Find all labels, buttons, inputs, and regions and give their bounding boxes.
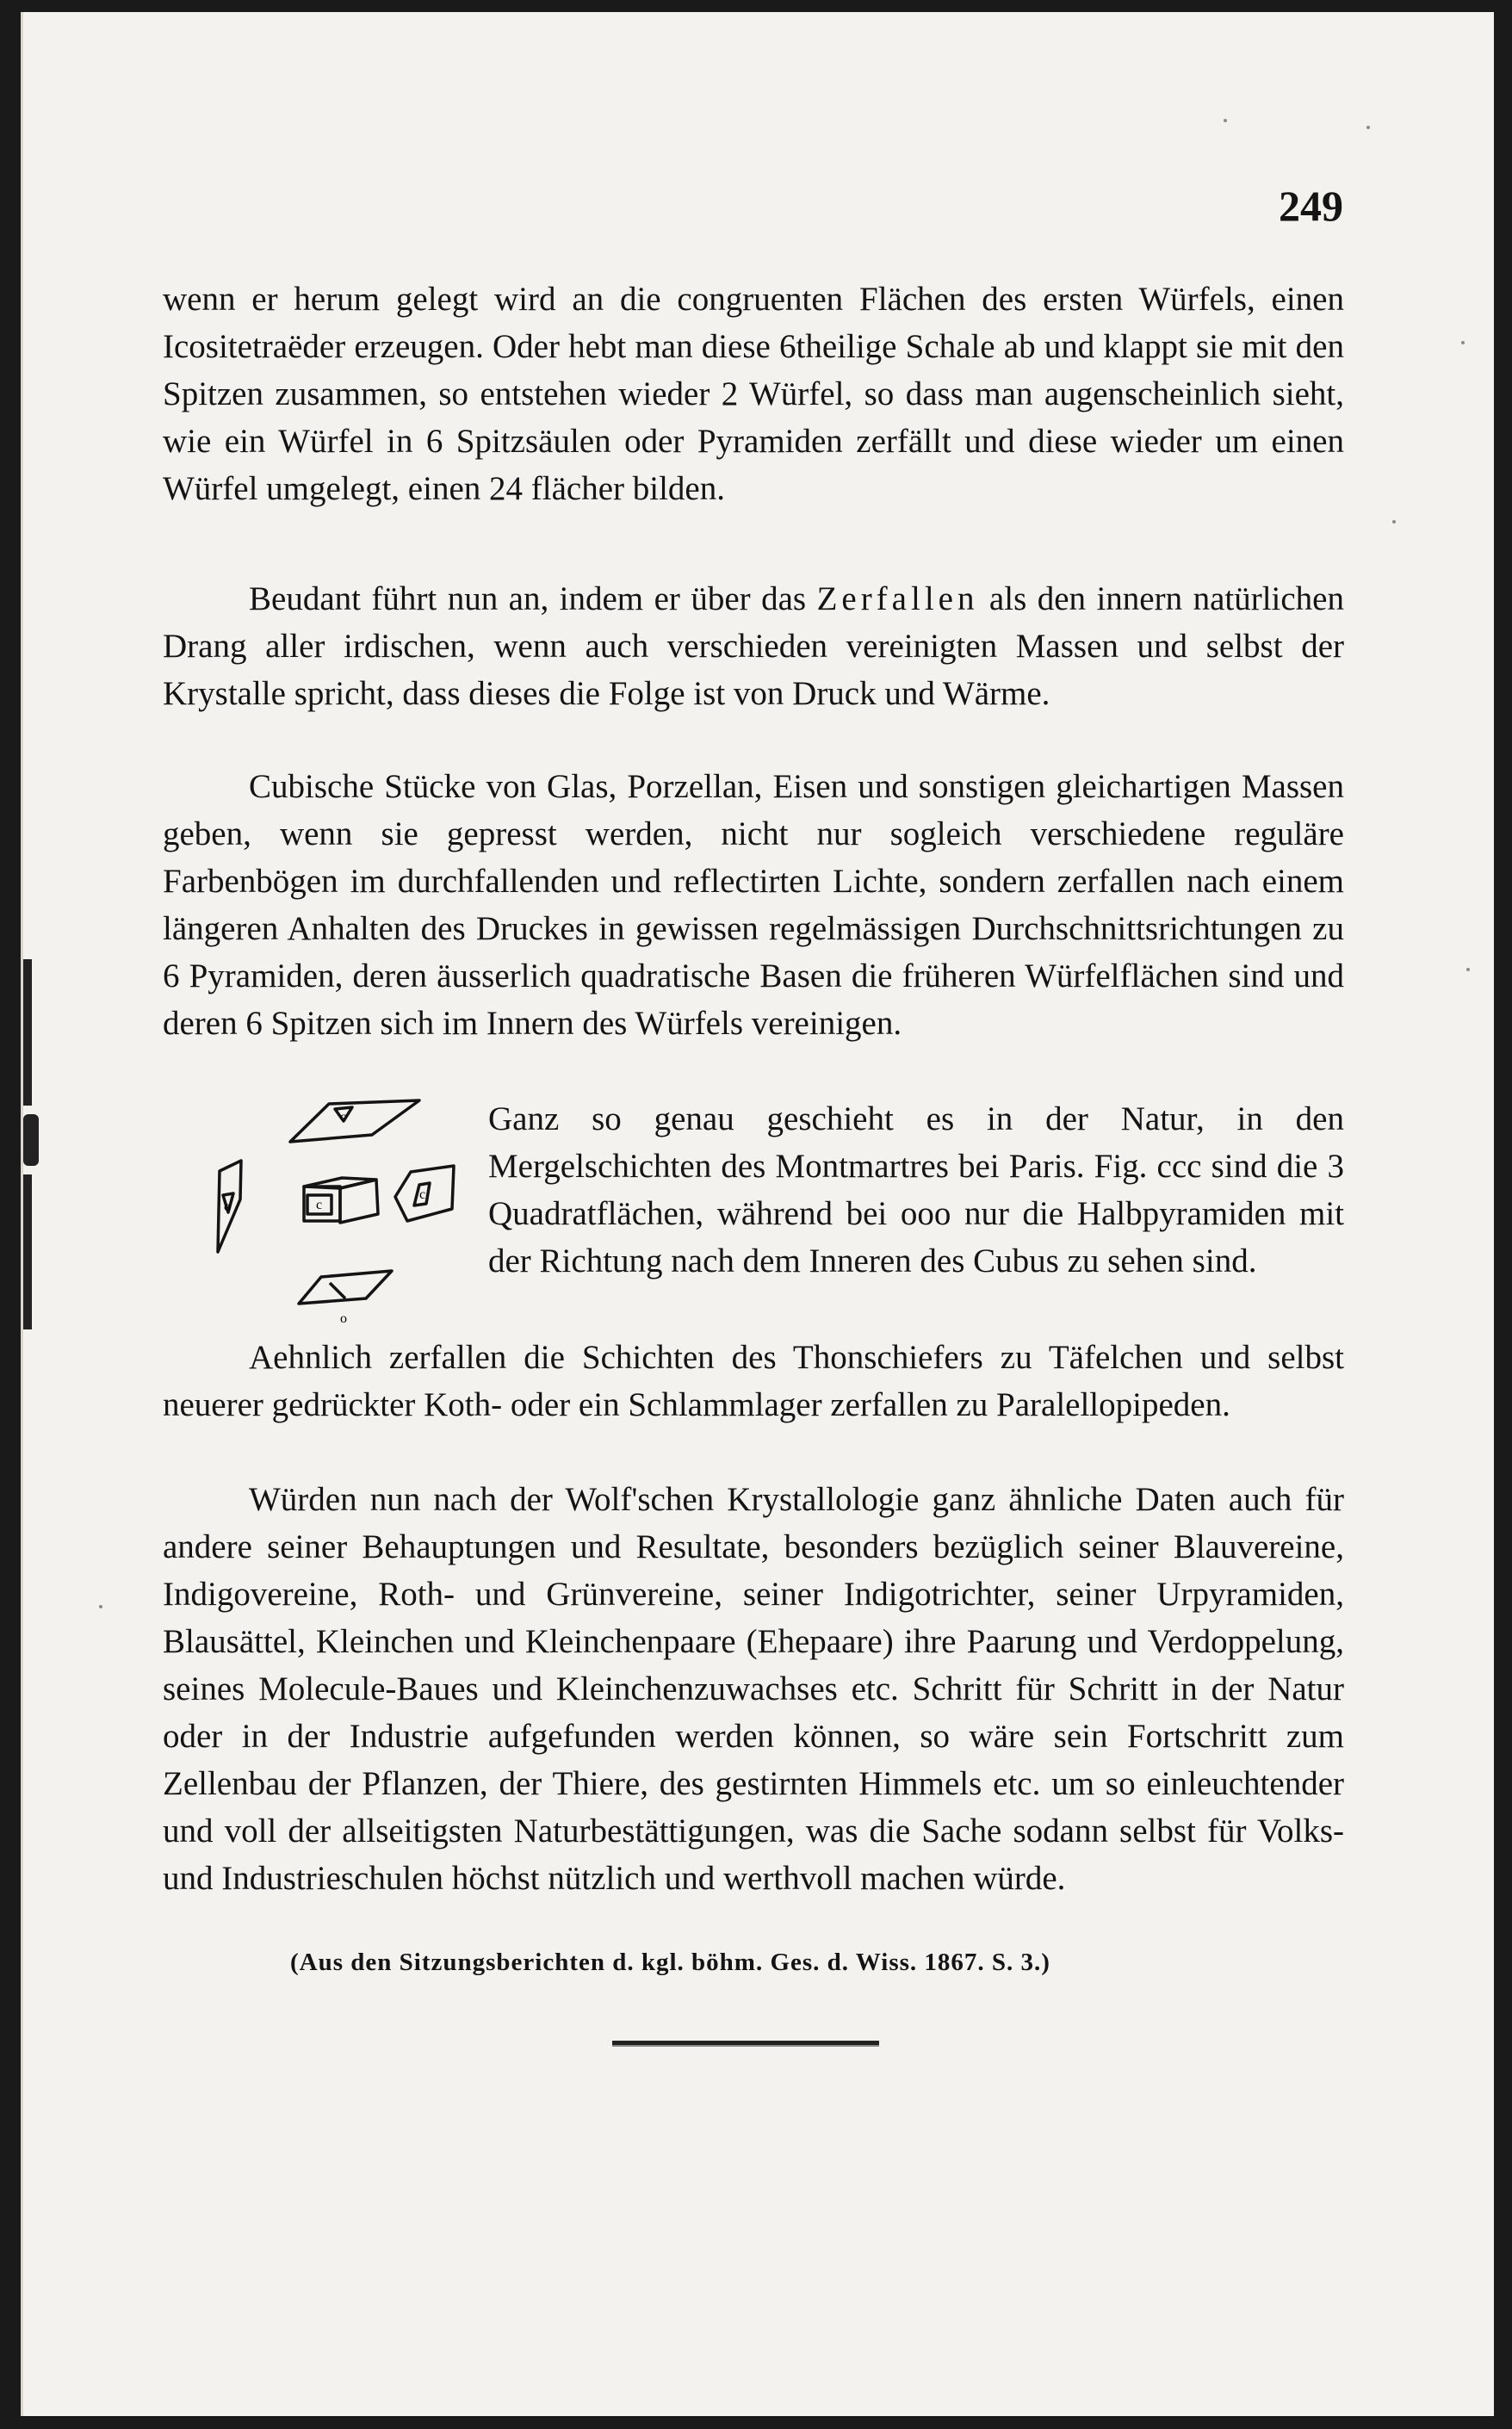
half-pyramid-bottom [299,1271,392,1304]
paragraph-montmartre: Ganz so genau geschieht es in der Natur, in den Mergelschichten des Montmartres bei Paris. Fig. ccc sind die 3 Quadratflächen, während bei ooo nur die Halbpyramiden mit der Richtung nach dem Inneren des Cubus zu sehen sind. [488,1100,1344,1280]
paper-speck [99,1605,102,1608]
paragraph-thonschiefer: Aehnlich zerfallen die Schichten des Thonschiefers zu Täfelchen und selbst neuerer gedrückter Koth- oder ein Schlammlager zerfallen zu Paralellopipeden. [163,1339,1344,1423]
source-citation: (Aus den Sitzungsberichten d. kgl. böhm. Ges. d. Wiss. 1867. S. 3.) [290,1949,1050,1976]
figure-label-o-left: o [224,1199,231,1214]
crystal-figure [152,1083,480,1333]
binding-clip [23,1114,39,1166]
figure-label-c-cube: c [316,1198,323,1212]
paragraph-beudant-start: Beudant führt nun an, indem er über das [249,580,817,617]
book-page [21,12,1494,2416]
paragraph-wolf-krystallologie: Würden nun nach der Wolf'schen Krystallologie ganz ähnliche Daten auch für andere seiner Behauptungen und Resultate, besonders bezüglich seiner Blauvereine, Indigovereine, Roth- und Grünvereine, seiner Indigotrichter, seiner Urpyramiden, Blausättel, Kleinchen und Kleinchenpaare (Ehepaare) ihre Paarung und Verdoppelung, seines Molecule-Baues und Kleinchenzuwachses etc. Schritt für Schritt in der Natur oder in der Industrie aufgefunden werden können, so wäre sein Fortschritt zum Zellenbau der Pflanzen, der Thiere, des gestirnten Himmels etc. um so einleuchtender und voll der allseitigsten Naturbestättigungen, was die Sache sodann selbst für Volks- und Industrieschulen höchst nützlich und werthvoll machen würde. [163,1481,1344,1897]
binding-mark [23,959,32,1106]
paper-speck [1466,968,1470,971]
crystal-figure-drawing [152,1083,480,1333]
paragraph-icositetraeder: wenn er herum gelegt wird an die congruenten Flächen des ersten Würfels, einen Icositetraëder erzeugen. Oder hebt man diese 6theilige Schale ab und klappt sie mit den Spitzen zusammen, so entstehen wieder 2 Würfel, so dass man augenscheinlich sieht, wie ein Würfel in 6 Spitzsäulen oder Pyramiden zerfällt und diese wieder um einen Würfel umgelegt, einen 24 flächer bilden. [163,281,1344,507]
figure-label-c-right: c [419,1187,426,1202]
paper-speck [1461,341,1465,344]
paragraph-beudant [163,575,1344,717]
paper-speck [1224,119,1227,122]
page-number: 249 [1279,182,1343,230]
paragraph-cubische-stuecke: Cubische Stücke von Glas, Porzellan, Eisen und sonstigen gleichartigen Massen geben, wenn sie gepresst werden, nicht nur sogleich verschiedene reguläre Farbenbögen im durchfallenden und reflectirten Lichte, sondern zerfallen nach einem längeren Anhalten des Druckes in gewissen regelmässigen Durchschnittsrichtungen zu 6 Pyramiden, deren äusserlich quadratische Basen die früheren Würfelflächen sind und deren 6 Spitzen sich im Innern des Würfels vereinigen. [163,768,1344,1042]
paper-speck [1392,520,1396,524]
paragraph-beudant-end: als den innern natürlichen Drang aller irdischen, wenn auch verschieden vereinigten Massen und selbst der Krystalle spricht, dass dieses die Folge ist von Druck und Wärme. [163,580,1344,712]
paper-speck [1366,126,1370,129]
figure-label-o-bottom: o [340,1311,347,1326]
figure-label-c-top: c [340,1110,347,1125]
cube-side-face [340,1180,378,1223]
binding-mark-lower [23,1174,32,1329]
half-pyramid-bottom-edge [330,1283,345,1298]
spaced-word-zerfallen: Zerfallen [816,580,979,617]
closing-rule [612,2041,879,2047]
half-pyramid-top [290,1100,419,1142]
